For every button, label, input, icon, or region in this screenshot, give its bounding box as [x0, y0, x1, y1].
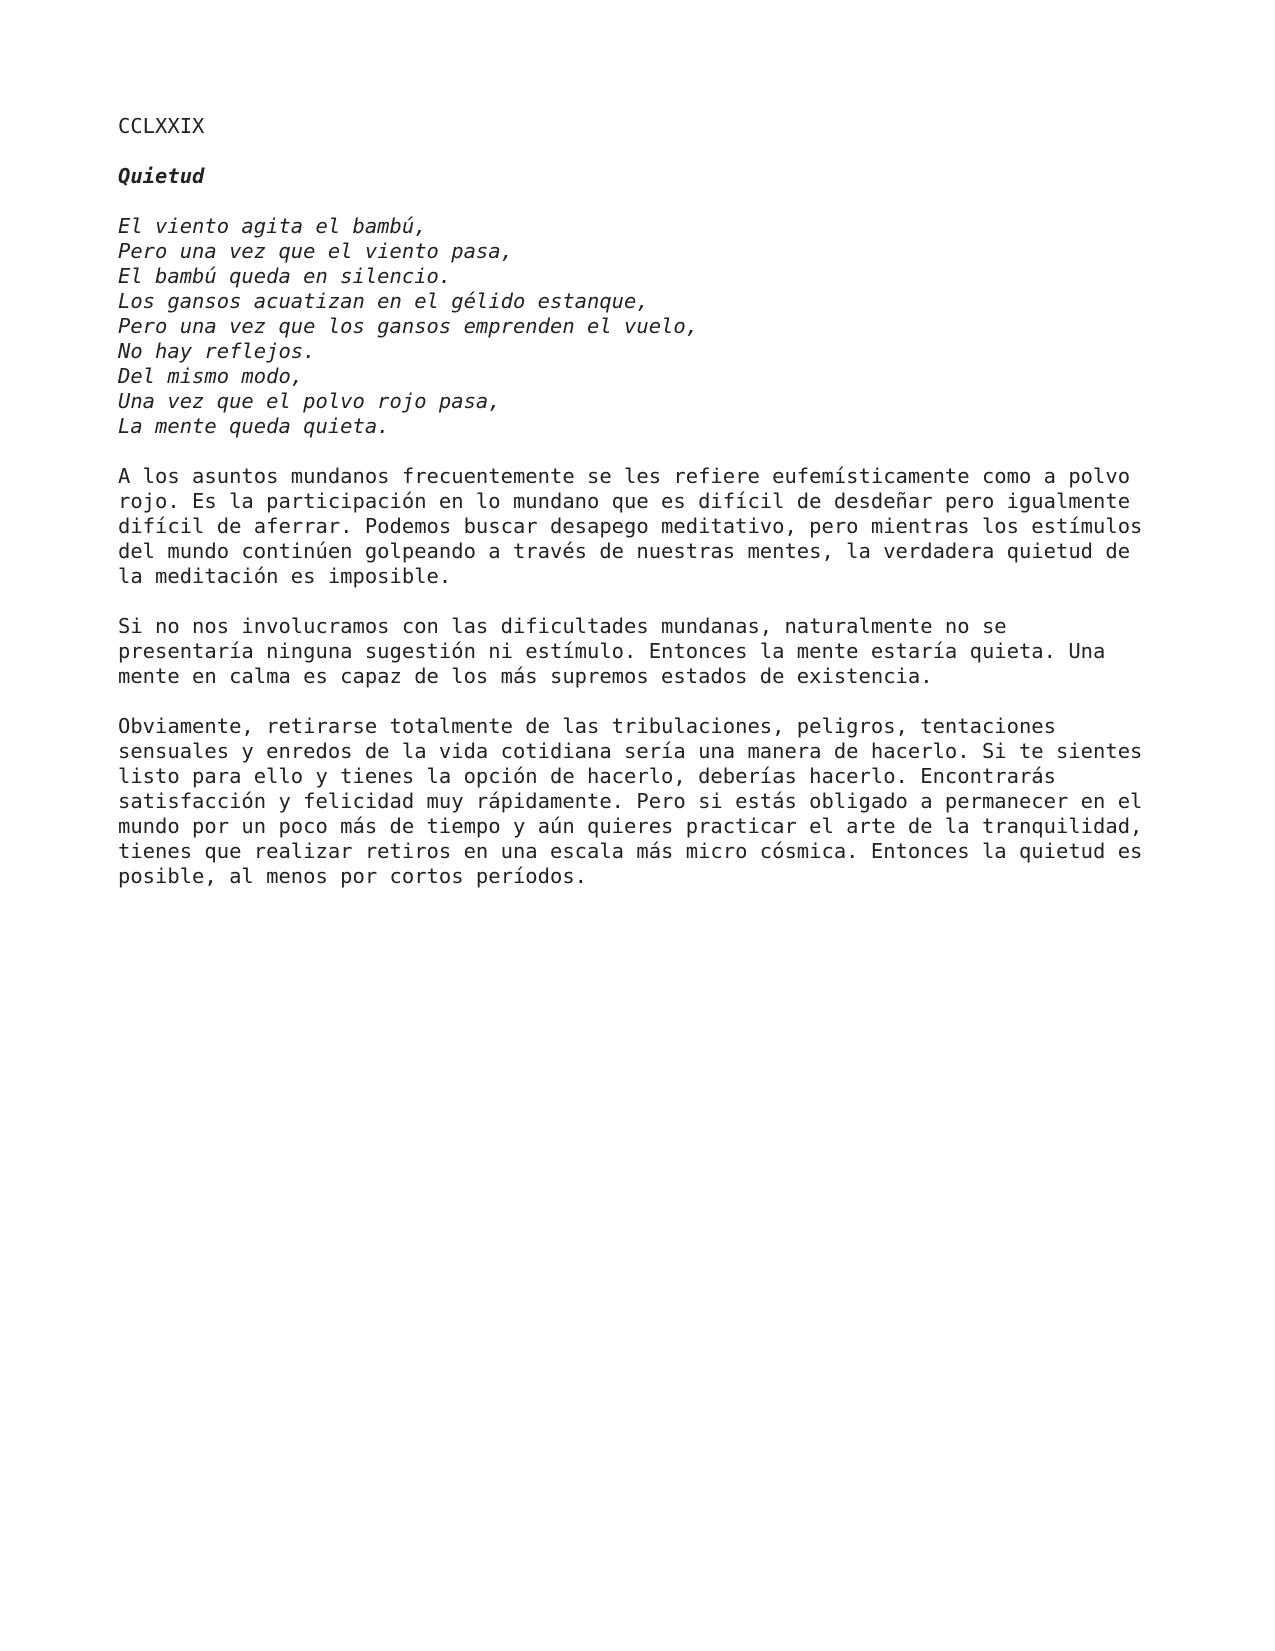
paragraph-line: Si no nos involucramos con las dificultades mundanas, naturalmente no se — [118, 614, 1007, 638]
paragraph-line: sensuales y enredos de la vida cotidiana sería una manera de hacerlo. Si te sientes — [118, 739, 1143, 763]
paragraph-2 — [118, 614, 1168, 689]
poem-line: El viento agita el bambú, — [118, 214, 427, 238]
paragraph-line: presentaría ninguna sugestión ni estímulo. Entonces la mente estaría quieta. Una — [118, 639, 1106, 663]
poem-line: Los gansos acuatizan en el gélido estanque, — [118, 289, 649, 313]
poem-line: Pero una vez que los gansos emprenden el vuelo, — [118, 314, 699, 338]
document-page — [118, 114, 1168, 914]
paragraph-line: Obviamente, retirarse totalmente de las tribulaciones, peligros, tentaciones — [118, 714, 1056, 738]
chapter-title: Quietud — [118, 164, 205, 188]
paragraph-line: listo para ello y tienes la opción de hacerlo, deberías hacerlo. Encontrarás — [118, 764, 1056, 788]
paragraph-line: la meditación es imposible. — [118, 564, 452, 588]
chapter-numeral: CCLXXIX — [118, 114, 205, 138]
poem-line: La mente queda quieta. — [118, 414, 390, 438]
poem-line: El bambú queda en silencio. — [118, 264, 452, 288]
paragraph-line: satisfacción y felicidad muy rápidamente. Pero si estás obligado a permanecer en el — [118, 789, 1143, 813]
poem-line: Una vez que el polvo rojo pasa, — [118, 389, 501, 413]
poem-line: Del mismo modo, — [118, 364, 304, 388]
paragraph-line: difícil de aferrar. Podemos buscar desapego meditativo, pero mientras los estímulos — [118, 514, 1143, 538]
paragraph-line: posible, al menos por cortos períodos. — [118, 864, 587, 888]
paragraph-line: rojo. Es la participación en lo mundano que es difícil de desdeñar pero igualmente — [118, 489, 1131, 513]
paragraph-line: mente en calma es capaz de los más supremos estados de existencia. — [118, 664, 933, 688]
paragraph-line: del mundo continúen golpeando a través de nuestras mentes, la verdadera quietud de — [118, 539, 1131, 563]
paragraph-line: A los asuntos mundanos frecuentemente se les refiere eufemísticamente como a polvo — [118, 464, 1131, 488]
paragraph-line: tienes que realizar retiros en una escala más micro cósmica. Entonces la quietud es — [118, 839, 1143, 863]
paragraph-line: mundo por un poco más de tiempo y aún quieres practicar el arte de la tranquilidad, — [118, 814, 1143, 838]
poem-line: Pero una vez que el viento pasa, — [118, 239, 513, 263]
poem-line: No hay reflejos. — [118, 339, 316, 363]
poem — [118, 214, 1168, 439]
paragraph-3 — [118, 714, 1168, 889]
paragraph-1 — [118, 464, 1168, 589]
